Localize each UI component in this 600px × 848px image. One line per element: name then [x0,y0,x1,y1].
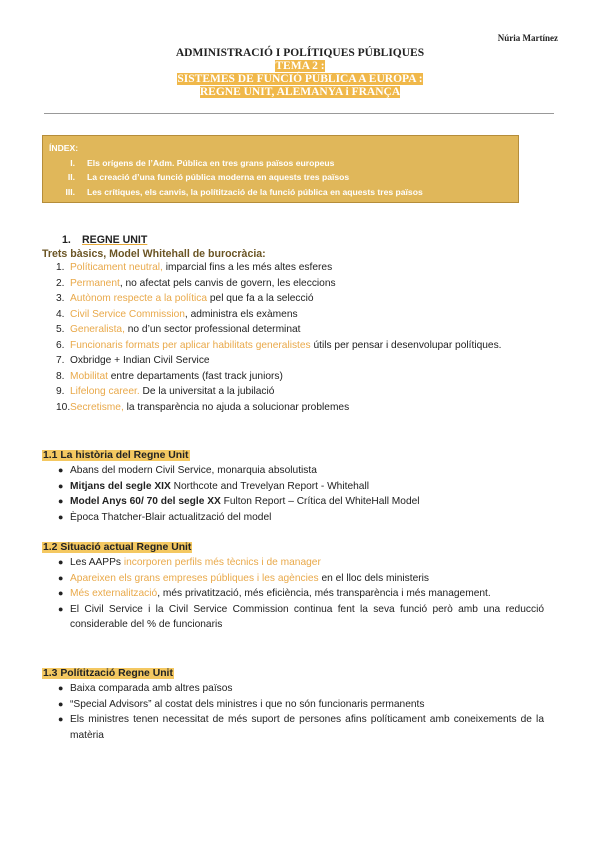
bullet-icon: ● [58,465,64,475]
item-number: 4. [56,308,65,320]
item-highlight: Autònom respecte a la política [70,293,208,304]
traits-block [42,248,540,415]
bullet-icon: ● [58,557,64,567]
subsection-title: 1.1 La història del Regne Unit [43,450,189,461]
item-highlight: Més externalització [70,588,158,599]
item-text: la transparència no ajuda a solucionar problemes [123,401,350,413]
item-text: Els ministres tenen necessitat de més suport de persones afins políticament amb coneixements de la matèria [70,714,544,741]
list-item [42,555,544,571]
list-item [42,510,544,526]
bullet-list [42,681,544,743]
subsection-title: 1.3 Polítització Regne Unit [43,668,173,679]
author-name: Núria Martínez [497,33,558,43]
item-text: imparcial fins a les més altes esferes [162,262,333,273]
bullet-list [42,555,544,633]
index-box [42,135,519,203]
list-item [42,681,544,697]
index-item-text: Les crítiques, els canvis, la polítització de la funció pública en aquests tres països [87,186,423,197]
index-item [49,185,512,200]
bullet-icon: ● [58,603,64,614]
bullet-icon: ● [58,511,64,522]
item-highlight: Civil Service Commission [70,308,185,320]
bullet-icon: ● [58,714,64,724]
item-text: Oxbridge + Indian Civil Service [70,355,210,366]
item-text: Baixa comparada amb altres països [70,683,233,694]
item-number: 7. [56,355,65,366]
item-text: en el lloc dels ministeris [318,572,430,584]
bullet-icon: ● [58,572,64,583]
document-header [0,47,600,99]
item-text: pel que fa a la selecció [207,293,314,304]
item-number: 8. [56,370,65,382]
list-item [42,322,540,338]
list-item [42,712,544,743]
list-item [42,307,540,323]
list-item [42,479,544,495]
item-highlight: incorporen perfils més tècnics i de manager [123,557,321,568]
item-number: 6. [56,339,65,351]
list-item [42,697,544,713]
item-text: Època Thatcher-Blair actualització del model [70,511,272,523]
item-highlight: Políticament neutral, [70,262,163,273]
item-highlight: Mobilitat [70,370,108,382]
item-number: 1. [56,262,65,273]
item-text: El Civil Service i la Civil Service Commission continua fent la seva funció però amb una reducció considerable del % de funcionaris [70,603,544,630]
index-label: ÍNDEX: [49,143,79,153]
list-item [42,571,544,587]
topic-title-line1: SISTEMES DE FUNCIÓ PÚBLICA A EUROPA : [177,73,423,85]
item-bold: Model Anys 60/ 70 del segle XX [70,496,221,507]
item-highlight: Funcionaris formats per aplicar habilitats generalistes [70,339,311,351]
bullet-list [42,463,544,525]
subject-title: ADMINISTRACIÓ I POLÍTIQUES PÚBLIQUES [175,47,425,59]
item-highlight: Permanent [70,277,120,289]
item-number: 10. [56,401,71,413]
section-heading [44,234,147,246]
section-title: REGNE UNIT [82,234,148,246]
section-situacio-actual [42,542,544,633]
item-text: Northcote and Trevelyan Report - Whitehall [170,480,369,492]
list-item [42,260,540,276]
section-regne-unit [44,234,147,246]
traits-subtitle: Trets bàsics, Model Whitehall de burocràcia: [42,248,266,260]
header-divider [44,113,554,114]
index-item [49,170,512,185]
list-item [42,353,540,369]
item-text: entre departaments (fast track juniors) [107,370,283,382]
list-item [42,602,544,633]
index-item-number: III. [65,186,75,197]
item-text: útils per pensar i desenvolupar polítiques. [310,339,502,351]
item-text: Fulton Report – Crítica del WhiteHall Model [220,496,420,507]
bullet-icon: ● [58,588,64,598]
item-text: Les AAPPs [70,557,124,568]
list-item [42,291,540,307]
list-item [42,338,540,354]
section-historia [42,450,544,525]
topic-label: TEMA 2 : [275,60,325,72]
item-text: , no afectat pels canvis de govern, les eleccions [119,277,336,289]
index-item-text: La creació d’una funció pública moderna en aquests tres països [87,172,350,182]
section-number: 1. [62,234,71,246]
item-highlight: Lifelong career. [70,386,140,397]
bullet-icon: ● [58,480,64,491]
list-item [42,384,540,400]
item-highlight: Secretisme, [70,401,124,413]
traits-list [42,260,540,415]
item-text: De la universitat a la jubilació [139,386,275,397]
item-text: Abans del modern Civil Service, monarquia absolutista [70,465,317,476]
index-item-number: I. [70,157,75,168]
item-number: 5. [56,324,65,335]
item-number: 3. [56,293,65,304]
section-politització [42,668,544,743]
item-number: 9. [56,386,65,397]
index-item-text: Els orígens de l’Adm. Pública en tres grans països europeus [87,157,335,168]
subsection-title: 1.2 Situació actual Regne Unit [43,542,192,553]
item-text: no d’un sector professional determinat [124,324,301,335]
bullet-icon: ● [58,698,64,709]
list-item [42,463,544,479]
index-item-number: II. [67,172,75,182]
topic-title-line2: REGNE UNIT, ALEMANYA i FRANÇA [199,86,401,98]
item-text: , administra els exàmens [184,308,298,320]
item-bold: Mitjans del segle XIX [70,480,171,492]
item-text: , més privatització, més eficiència, més transparència i més management. [157,588,491,599]
list-item [42,586,544,602]
item-highlight: Generalista, [70,324,125,335]
list-item [42,494,544,510]
item-highlight: Apareixen els grans empreses públiques i les agències [70,572,319,584]
item-number: 2. [56,277,65,289]
item-text: “Special Advisors” al costat dels ministres i que no són funcionaris permanents [70,698,425,710]
bullet-icon: ● [58,683,64,693]
list-item [42,369,540,385]
bullet-icon: ● [58,496,64,506]
list-item [42,276,540,292]
list-item [42,400,540,416]
index-item [49,156,512,171]
